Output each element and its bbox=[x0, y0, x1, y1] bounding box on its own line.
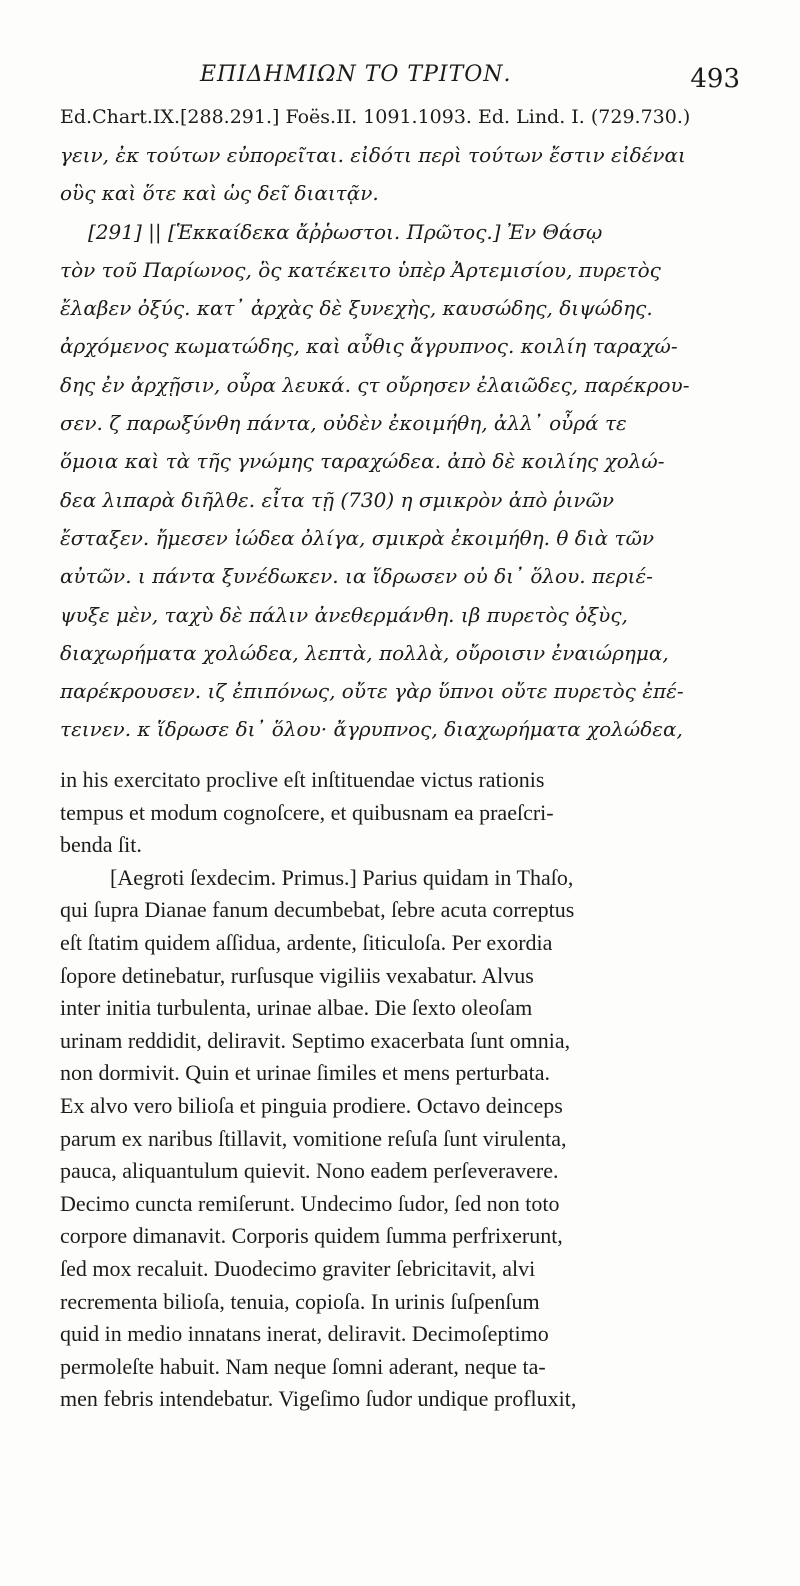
greek-line: γειν, ἐκ τούτων εὐπορεῖται. εἰδότι περὶ τούτων ἔστιν εἰδέναι bbox=[60, 143, 686, 167]
latin-line: parum ex naribus ſtillavit, vomitione reſuſa ſunt virulenta, bbox=[60, 1125, 567, 1151]
greek-line: τὸν τοῦ Παρίωνος, ὃς κατέκειτο ὑπὲρ Ἀρτεμισίου, πυρετὸς bbox=[60, 257, 661, 282]
latin-line: men febris intendebatur. Vigeſimo ſudor undique profluxit, bbox=[60, 1386, 577, 1412]
greek-line: αὐτῶν. ι πάντα ξυνέδωκεν. ια ἵδρωσεν οὐ δι᾽ ὅλου. περιέ- bbox=[60, 564, 653, 589]
greek-line: διαχωρήματα χολώδεα, λεπτὰ, πολλὰ, οὔροισιν ἐναιώρημα, bbox=[60, 640, 669, 665]
greek-line: ἔλαβεν ὀξύς. κατ᾽ ἀρχὰς δὲ ξυνεχὴς, καυσώδης, διψώδης. bbox=[60, 296, 653, 321]
greek-line: δης ἐν ἀρχῇσιν, οὖρα λευκά. ςτ οὔρησεν ἐλαιῶδες, παρέκρου- bbox=[60, 372, 690, 397]
latin-line: permoleſte habuit. Nam neque ſomni aderant, neque ta- bbox=[60, 1353, 546, 1379]
greek-line: ὅμοια καὶ τὰ τῆς γνώμης ταραχώδεα. ἀπὸ δὲ κοιλίης χολώ- bbox=[60, 449, 665, 474]
latin-line: Decimo cuncta remiſerunt. Undecimo ſudor, ſed non toto bbox=[60, 1190, 560, 1216]
latin-line: pauca, aliquantulum quievit. Nono eadem perſeveravere. bbox=[60, 1158, 559, 1184]
greek-line: δεα λιπαρὰ διῆλθε. εἶτα τῇ (730) η σμικρὸν ἀπὸ ῥινῶν bbox=[60, 487, 615, 512]
latin-line: corpore dimanavit. Corporis quidem ſumma perfrixerunt, bbox=[60, 1223, 563, 1249]
running-title: ΕΠΙΔΗΜΙΩΝ ΤΟ ΤΡΙΤΟΝ. bbox=[200, 62, 512, 87]
latin-line: qui ſupra Dianae fanum decumbebat, ſebre acuta correptus bbox=[60, 897, 575, 923]
page-number: 493 bbox=[690, 64, 740, 94]
latin-line: benda ſit. bbox=[60, 832, 142, 858]
greek-line: σεν. ζ παρωξύνθη πάντα, οὐδὲν ἐκοιμήθη, ἀλλ᾽ οὖρά τε bbox=[60, 411, 627, 436]
latin-line: inter initia turbulenta, urinae albae. Die ſexto oleoſam bbox=[60, 995, 533, 1021]
edition-references: Ed.Chart.IX.[288.291.] Foës.II. 1091.1093. Ed. Lind. I. (729.730.) bbox=[60, 106, 691, 128]
latin-line: quid in medio innatans inerat, deliravit. Decimoſeptimo bbox=[60, 1321, 549, 1347]
greek-line: τεινεν. κ ἵδρωσε δι᾽ ὅλου· ἄγρυπνος, διαχωρήματα χολώδεα, bbox=[60, 717, 683, 742]
latin-line: eſt ſtatim quidem aſſidua, ardente, ſiticuloſa. Per exordia bbox=[60, 929, 553, 955]
latin-line: ſopore detinebatur, rurſusque vigiliis vexabatur. Alvus bbox=[60, 962, 534, 988]
latin-text-block bbox=[60, 764, 750, 1416]
greek-line: [291] || [Ἑκκαίδεκα ἄῤῥωστοι. Πρῶτος.] Ἐν Θάσῳ bbox=[88, 219, 603, 244]
latin-line: [Aegroti ſexdecim. Primus.] Parius quidam in Thaſo, bbox=[110, 864, 574, 890]
greek-line: ἔσταξεν. ἤμεσεν ἰώδεα ὀλίγα, σμικρὰ ἐκοιμήθη. θ διὰ τῶν bbox=[60, 525, 655, 550]
latin-line: urinam reddidit, deliravit. Septimo exacerbata ſunt omnia, bbox=[60, 1027, 571, 1053]
latin-line: Ex alvo vero bilioſa et pinguia prodiere. Octavo deinceps bbox=[60, 1092, 563, 1118]
running-head bbox=[60, 62, 760, 102]
greek-text-block bbox=[60, 136, 750, 749]
latin-line: non dormivit. Quin et urinae ſimiles et mens perturbata. bbox=[60, 1060, 550, 1086]
latin-line: ſed mox recaluit. Duodecimo graviter ſebricitavit, alvi bbox=[60, 1255, 536, 1281]
latin-line: recrementa bilioſa, tenuia, copioſa. In urinis ſuſpenſum bbox=[60, 1288, 540, 1314]
latin-line: in his exercitato proclive eſt inſtituendae victus rationis bbox=[60, 767, 545, 792]
greek-line: ἀρχόμενος κωματώδης, καὶ αὖθις ἄγρυπνος. κοιλίη ταραχώ- bbox=[60, 334, 678, 359]
greek-line: ψυξε μὲν, ταχὺ δὲ πάλιν ἀνεθερμάνθη. ιβ πυρετὸς ὀξὺς, bbox=[60, 602, 628, 627]
latin-line: tempus et modum cognoſcere, et quibusnam ea praeſcri- bbox=[60, 799, 554, 825]
greek-line: παρέκρουσεν. ιζ ἐπιπόνως, οὔτε γὰρ ὕπνοι οὔτε πυρετὸς ἐπέ- bbox=[60, 679, 684, 704]
greek-line: οὓς καὶ ὅτε καὶ ὡς δεῖ διαιτᾷν. bbox=[60, 181, 379, 206]
